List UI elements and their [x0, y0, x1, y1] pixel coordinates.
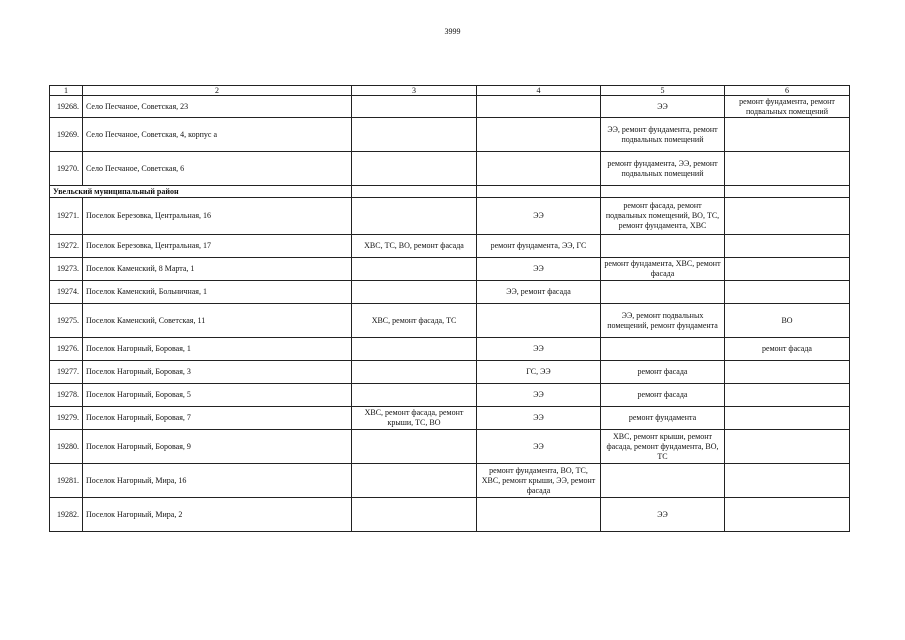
column-4-cell	[477, 152, 601, 186]
column-6-cell: ремонт фасада	[725, 338, 850, 361]
column-5-cell: ремонт фундамента, ХВС, ремонт фасада	[601, 258, 725, 281]
column-6-cell	[725, 281, 850, 304]
column-4-cell: ЭЭ	[477, 384, 601, 407]
row-number: 19281.	[50, 464, 83, 498]
row-number: 19268.	[50, 96, 83, 118]
row-number: 19274.	[50, 281, 83, 304]
column-6-cell	[725, 118, 850, 152]
column-header: 4	[477, 86, 601, 96]
column-header: 3	[352, 86, 477, 96]
column-6-cell	[725, 384, 850, 407]
row-number: 19280.	[50, 430, 83, 464]
address-cell: Поселок Каменский, Советская, 11	[83, 304, 352, 338]
row-number: 19282.	[50, 498, 83, 532]
table-cell	[477, 186, 601, 198]
table-cell	[601, 186, 725, 198]
address-cell: Поселок Каменский, Больничная, 1	[83, 281, 352, 304]
row-number: 19273.	[50, 258, 83, 281]
column-3-cell	[352, 152, 477, 186]
table-header-row	[50, 86, 850, 96]
column-4-cell: ЭЭ, ремонт фасада	[477, 281, 601, 304]
column-3-cell	[352, 384, 477, 407]
address-cell: Село Песчаное, Советская, 6	[83, 152, 352, 186]
column-header: 6	[725, 86, 850, 96]
table-row	[50, 361, 850, 384]
section-title: Увельский муниципальный район	[50, 186, 352, 198]
column-5-cell: ЭЭ, ремонт подвальных помещений, ремонт фундамента	[601, 304, 725, 338]
column-3-cell: ХВС, ТС, ВО, ремонт фасада	[352, 235, 477, 258]
column-6-cell	[725, 498, 850, 532]
column-3-cell	[352, 338, 477, 361]
column-4-cell	[477, 118, 601, 152]
row-number: 19269.	[50, 118, 83, 152]
table-row	[50, 304, 850, 338]
column-4-cell	[477, 498, 601, 532]
address-cell: Село Песчаное, Советская, 4, корпус а	[83, 118, 352, 152]
column-6-cell	[725, 430, 850, 464]
column-6-cell	[725, 464, 850, 498]
table-row	[50, 152, 850, 186]
section-row	[50, 186, 850, 198]
address-cell: Поселок Березовка, Центральная, 16	[83, 198, 352, 235]
address-cell: Поселок Нагорный, Мира, 2	[83, 498, 352, 532]
address-cell: Поселок Нагорный, Боровая, 5	[83, 384, 352, 407]
page-number: 3999	[444, 27, 461, 36]
column-4-cell	[477, 304, 601, 338]
column-5-cell: ремонт фасада	[601, 384, 725, 407]
address-cell: Поселок Нагорный, Боровая, 7	[83, 407, 352, 430]
column-3-cell: ХВС, ремонт фасада, ТС	[352, 304, 477, 338]
table-row	[50, 464, 850, 498]
table-cell	[725, 186, 850, 198]
column-6-cell	[725, 152, 850, 186]
column-6-cell: ВО	[725, 304, 850, 338]
column-5-cell: ремонт фундамента, ЭЭ, ремонт подвальных помещений	[601, 152, 725, 186]
column-5-cell	[601, 281, 725, 304]
address-cell: Поселок Нагорный, Боровая, 9	[83, 430, 352, 464]
column-4-cell: ЭЭ	[477, 430, 601, 464]
row-number: 19278.	[50, 384, 83, 407]
column-3-cell: ХВС, ремонт фасада, ремонт крыши, ТС, ВО	[352, 407, 477, 430]
address-cell: Поселок Каменский, 8 Марта, 1	[83, 258, 352, 281]
address-cell: Поселок Нагорный, Боровая, 3	[83, 361, 352, 384]
table-row	[50, 198, 850, 235]
column-5-cell: ремонт фасада, ремонт подвальных помещений, ВО, ТС, ремонт фундамента, ХВС	[601, 198, 725, 235]
column-3-cell	[352, 258, 477, 281]
column-4-cell: ЭЭ	[477, 338, 601, 361]
column-4-cell: ремонт фундамента, ЭЭ, ГС	[477, 235, 601, 258]
column-6-cell	[725, 407, 850, 430]
repair-register-table	[49, 85, 850, 532]
column-4-cell: ЭЭ	[477, 198, 601, 235]
table-row	[50, 407, 850, 430]
table-cell	[352, 186, 477, 198]
column-3-cell	[352, 118, 477, 152]
column-3-cell	[352, 198, 477, 235]
column-4-cell: ЭЭ	[477, 407, 601, 430]
column-4-cell: ремонт фундамента, ВО, ТС, ХВС, ремонт крыши, ЭЭ, ремонт фасада	[477, 464, 601, 498]
address-cell: Поселок Березовка, Центральная, 17	[83, 235, 352, 258]
address-cell: Село Песчаное, Советская, 23	[83, 96, 352, 118]
address-cell: Поселок Нагорный, Боровая, 1	[83, 338, 352, 361]
column-5-cell: ЭЭ, ремонт фундамента, ремонт подвальных помещений	[601, 118, 725, 152]
column-4-cell: ГС, ЭЭ	[477, 361, 601, 384]
column-5-cell: ХВС, ремонт крыши, ремонт фасада, ремонт фундамента, ВО, ТС	[601, 430, 725, 464]
column-6-cell	[725, 258, 850, 281]
column-5-cell: ЭЭ	[601, 96, 725, 118]
column-5-cell	[601, 338, 725, 361]
row-number: 19277.	[50, 361, 83, 384]
row-number: 19271.	[50, 198, 83, 235]
column-header: 1	[50, 86, 83, 96]
column-6-cell: ремонт фундамента, ремонт подвальных помещений	[725, 96, 850, 118]
table-row	[50, 384, 850, 407]
row-number: 19272.	[50, 235, 83, 258]
row-number: 19270.	[50, 152, 83, 186]
column-5-cell: ЭЭ	[601, 498, 725, 532]
row-number: 19275.	[50, 304, 83, 338]
column-3-cell	[352, 430, 477, 464]
column-3-cell	[352, 96, 477, 118]
column-6-cell	[725, 235, 850, 258]
column-header: 2	[83, 86, 352, 96]
table-row	[50, 498, 850, 532]
column-4-cell: ЭЭ	[477, 258, 601, 281]
table-row	[50, 258, 850, 281]
column-6-cell	[725, 361, 850, 384]
column-header: 5	[601, 86, 725, 96]
column-3-cell	[352, 361, 477, 384]
column-3-cell	[352, 464, 477, 498]
table-row	[50, 281, 850, 304]
table-row	[50, 235, 850, 258]
table-row	[50, 338, 850, 361]
table-row	[50, 118, 850, 152]
column-5-cell	[601, 235, 725, 258]
column-4-cell	[477, 96, 601, 118]
column-3-cell	[352, 498, 477, 532]
column-3-cell	[352, 281, 477, 304]
table-row	[50, 430, 850, 464]
table-row	[50, 96, 850, 118]
column-5-cell: ремонт фундамента	[601, 407, 725, 430]
column-5-cell: ремонт фасада	[601, 361, 725, 384]
row-number: 19276.	[50, 338, 83, 361]
row-number: 19279.	[50, 407, 83, 430]
address-cell: Поселок Нагорный, Мира, 16	[83, 464, 352, 498]
column-5-cell	[601, 464, 725, 498]
column-6-cell	[725, 198, 850, 235]
